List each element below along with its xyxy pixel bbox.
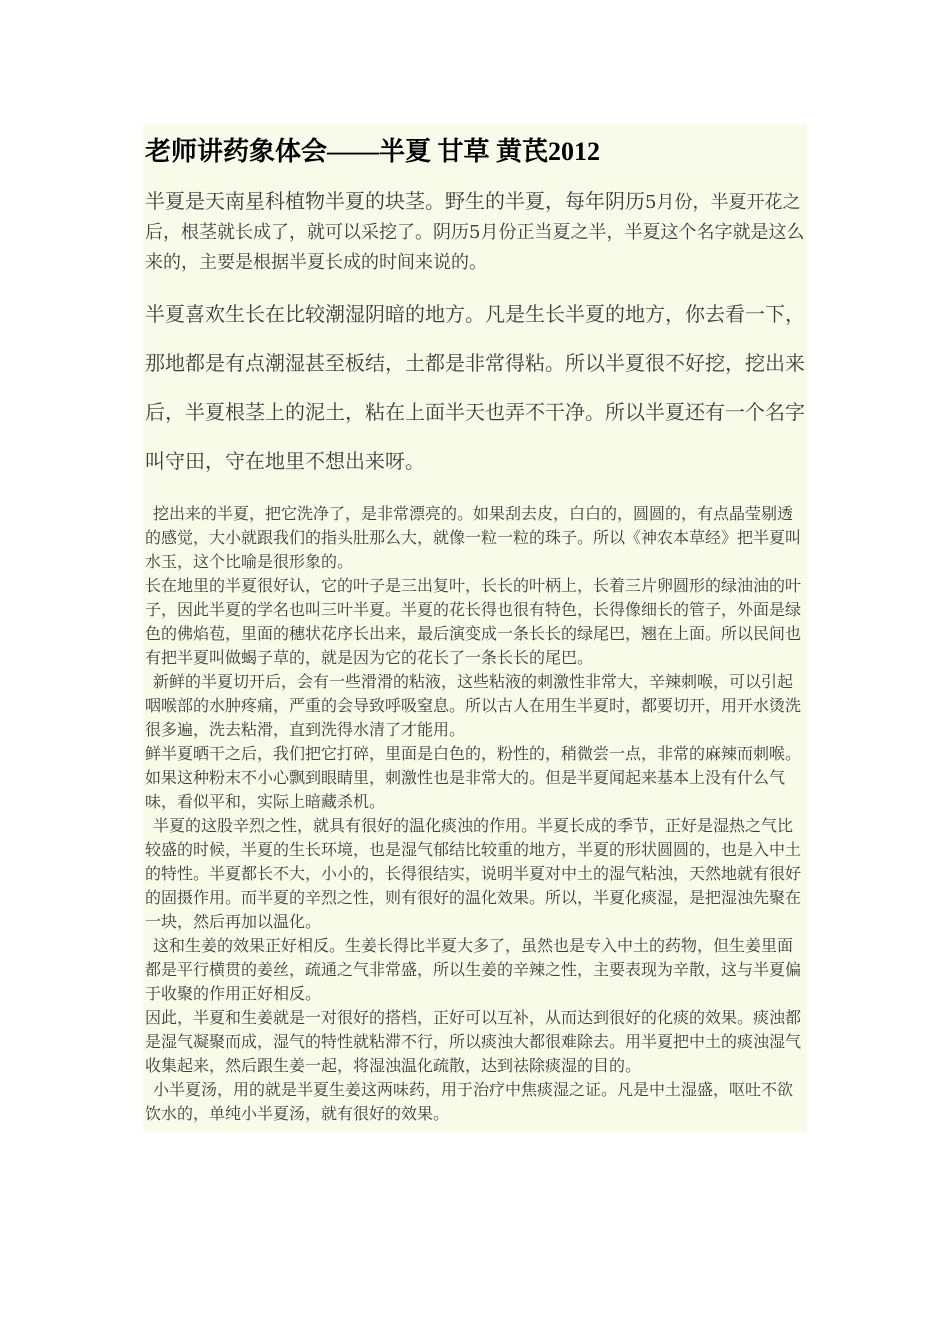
paragraph-dried: 鲜半夏晒干之后，我们把它打碎，里面是白色的，粉性的，稍微尝一点，非常的麻辣而刺喉。如果这种粉末不小心飘到眼睛里，刺激性也是非常大的。但是半夏闻起来基本上没有什么气味，看似平和，实际上暗藏杀机。 [145, 744, 802, 811]
body-paragraphs [143, 498, 807, 1132]
intro-lead-text: 半夏是天南星科植物半夏的块茎。野生的半夏，每年阴历 [145, 189, 645, 213]
paragraph-identification: 长在地里的半夏很好认，它的叶子是三出复叶，长长的叶柄上，长着三片卵圆形的绿油油的叶子，因此半夏的学名也叫三叶半夏。半夏的花长得也很有特色，长得像细长的管子，外面是绿色的佛焰苞，里面的穗状花序长出来，最后演变成一条长长的绿尾巴，翘在上面。所以民间也有把半夏叫做蝎子草的，就是因为它的花长了一条长长的尾巴。 [145, 576, 802, 667]
paragraph-xiao-banxia-tang: 小半夏汤，用的就是半夏生姜这两味药，用于治疗中焦痰湿之证。凡是中土湿盛，呕吐不欲饮水的，单纯小半夏汤，就有很好的效果。 [145, 1080, 794, 1123]
document-body [143, 124, 807, 1132]
paragraph-fresh-cut: 新鲜的半夏切开后，会有一些滑滑的粘液，这些粘液的刺激性非常大，辛辣刺喉，可以引起咽喉部的水肿疼痛，严重的会导致呼吸窒息。所以古人在用生半夏时，都要切开，用开水烫洗很多遍，洗去粘滑，直到洗得水清了才能用。 [145, 672, 802, 739]
paragraph-appearance: 挖出来的半夏，把它洗净了，是非常漂亮的。如果刮去皮，白白的，圆圆的，有点晶莹剔透的感觉，大小就跟我们的指头肚那么大，就像一粒一粒的珠子。所以《神农本草经》把半夏叫水玉，这个比喻是很形象的。 [145, 504, 802, 571]
intro-rest-text: 5月份，半夏开花之后，根茎就长成了，就可以采挖了。阴历5月份正当夏之半，半夏这个名字就是这么来的，主要是根据半夏长成的时间来说的。 [145, 192, 805, 273]
document-title: 老师讲药象体会——半夏 甘草 黄芪2012 [143, 124, 807, 178]
intro-paragraph [143, 178, 807, 284]
paragraph-ginger-contrast: 这和生姜的效果正好相反。生姜长得比半夏大多了，虽然也是专入中土的药物，但生姜里面都是平行横贯的姜丝，疏通之气非常盛，所以生姜的辛辣之性，主要表现为辛散，这与半夏偏于收聚的作用正好相反。 [145, 936, 802, 1003]
habitat-paragraph: 半夏喜欢生长在比较潮湿阴暗的地方。凡是生长半夏的地方，你去看一下，那地都是有点潮湿甚至板结，土都是非常得粘。所以半夏很不好挖，挖出来后，半夏根茎上的泥土，粘在上面半天也弄不干净。所以半夏还有一个名字叫守田，守在地里不想出来呀。 [143, 284, 807, 498]
paragraph-pairing: 因此，半夏和生姜就是一对很好的搭档，正好可以互补，从而达到很好的化痰的效果。痰浊都是湿气凝聚而成，湿气的特性就粘滞不行，所以痰浊大都很难除去。用半夏把中土的痰浊湿气收集起来，然后跟生姜一起，将湿浊温化疏散，达到祛除痰湿的目的。 [145, 1008, 802, 1075]
paragraph-warming: 半夏的这股辛烈之性，就具有很好的温化痰浊的作用。半夏长成的季节，正好是湿热之气比较盛的时候，半夏的生长环境，也是湿气郁结比较重的地方，半夏的形状圆圆的，也是入中土的特性。半夏都长不大，小小的，长得很结实，说明半夏对中土的湿气粘浊，天然地就有很好的固摄作用。而半夏的辛烈之性，则有很好的温化效果。所以，半夏化痰湿，是把湿浊先聚在一块，然后再加以温化。 [145, 816, 802, 931]
